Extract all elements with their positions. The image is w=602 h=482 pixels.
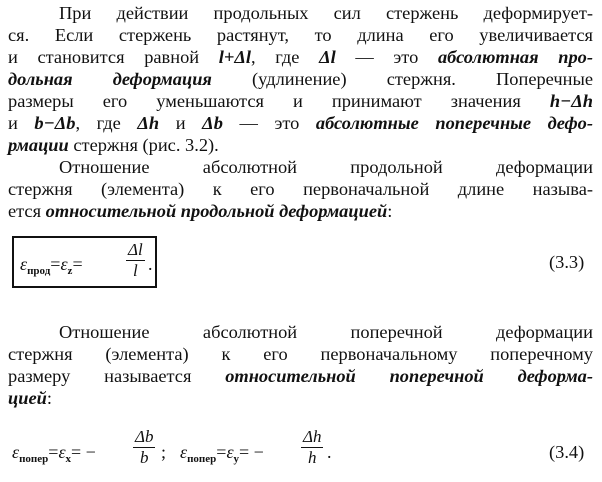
p1-line-4: дольная деформация (удлинение) стержня. Поперечные: [8, 69, 593, 89]
p1-line-7: рмации стержня (рис. 3.2).: [8, 135, 219, 155]
p1-line-3: и становится равной l+Δl, где Δl — это абсолютная про-: [8, 47, 593, 67]
paragraph-3: [8, 321, 593, 409]
p3-line-1: Отношение абсолютной поперечной деформации: [59, 322, 593, 342]
equation-number-3-4: (3.4): [549, 442, 585, 462]
formula-3-3-box: $\varepsilon_{прод}=\varepsilon_z=$ Δl l .: [12, 236, 157, 288]
formula-3-4-part-y: $\varepsilon_{попер}=\varepsilon_y=$ −: [180, 442, 264, 465]
p2-line-3: ется относительной продольной деформацией:: [8, 201, 393, 221]
p1-line-1: При действии продольных сил стержень деформирует-: [59, 3, 593, 23]
p1-line-5: размеры его уменьшаются и принимают значения h−Δh: [8, 91, 593, 111]
p3-line-2: стержня (элемента) к его первоначальному поперечному: [8, 344, 593, 364]
p3-line-4: цией:: [8, 388, 52, 408]
paragraph-1: [8, 2, 593, 156]
paragraph-2: [8, 156, 593, 222]
term-longitudinal-strain: относительной продольной деформацией: [45, 201, 388, 221]
formula-3-3-fraction: Δl l: [128, 240, 143, 280]
term-transverse-strain: относительной поперечной деформа-: [225, 366, 593, 386]
equation-number-3-3: (3.3): [549, 252, 585, 272]
formula-3-3-lhs: $\varepsilon_{прод}=\varepsilon_z=$: [20, 254, 83, 277]
p3-line-3: размеру называется относительной поперечной деформа-: [8, 366, 593, 386]
formula-3-4-fraction-x: Δb b: [135, 427, 154, 467]
p1-line-2: ся. Если стержень растянут, то длина его увеличивается: [8, 25, 593, 45]
formula-3-4-fraction-y: Δh h: [303, 427, 322, 467]
p2-line-2: стержня (элемента) к его первоначальной длине называ-: [8, 179, 593, 199]
p2-line-1: Отношение абсолютной продольной деформации: [59, 157, 593, 177]
p1-line-6: и b−Δb, где Δh и Δb — это абсолютные поперечные дефо-: [8, 113, 593, 133]
formula-3-4-part-x: $\varepsilon_{попер}=\varepsilon_x=$ −: [12, 442, 96, 465]
